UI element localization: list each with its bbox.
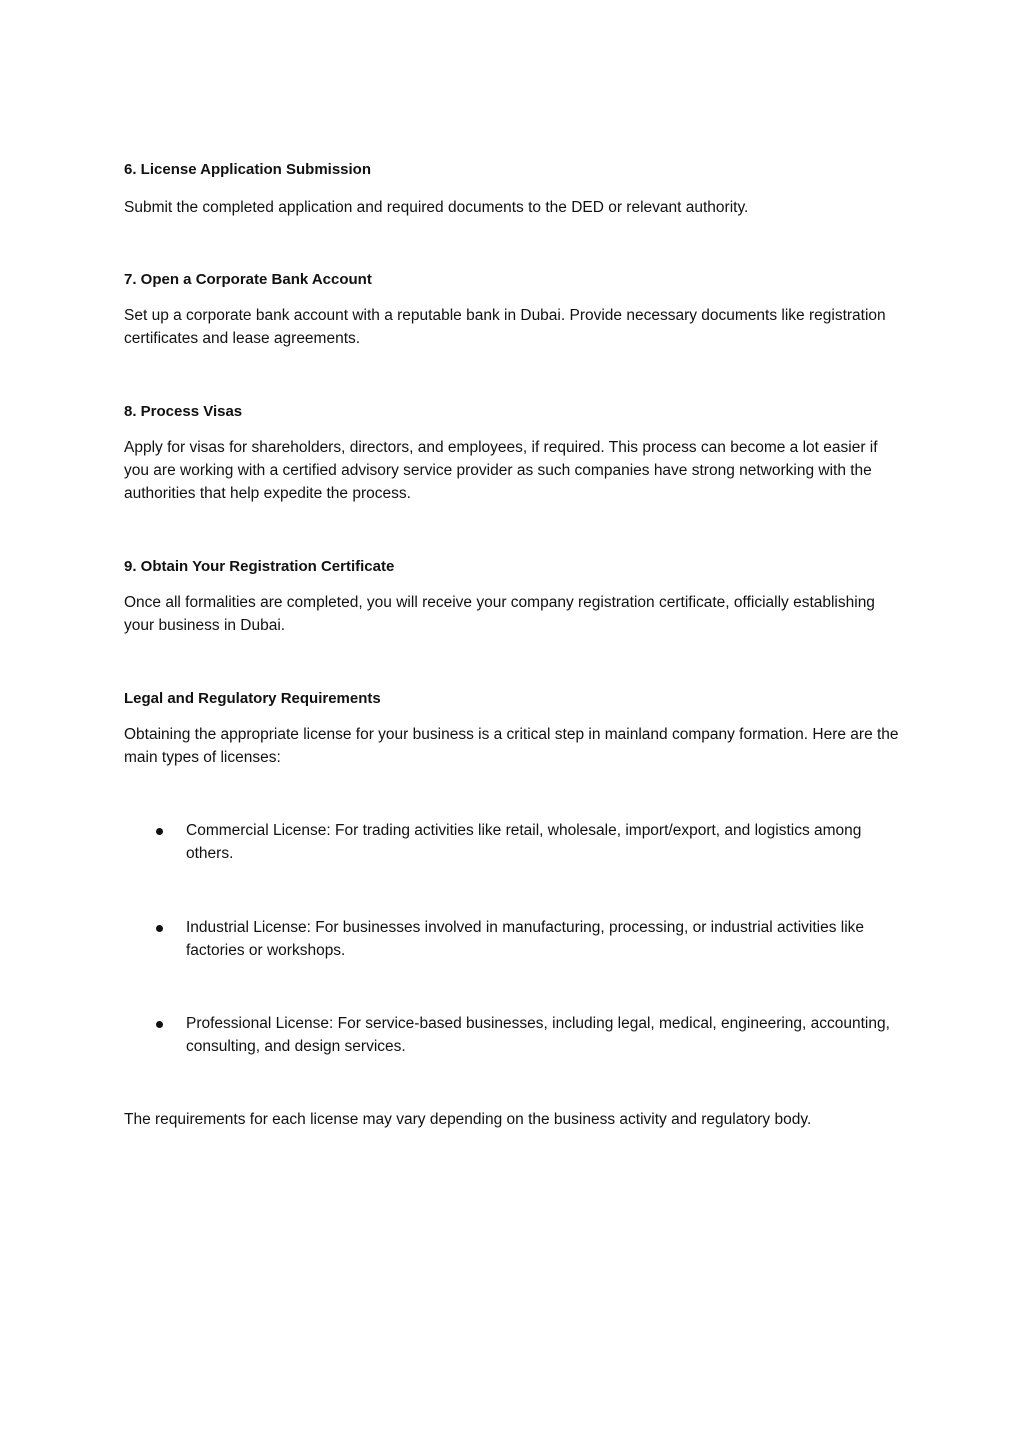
section-body <box>124 436 904 505</box>
section-heading: 6. License Application Submission <box>124 161 371 178</box>
section-bank-account <box>124 270 904 290</box>
list-item-text: Industrial License: For businesses involved in manufacturing, processing, or industrial activities like factories or workshops. <box>186 919 865 959</box>
section-paragraph: Once all formalities are completed, you will receive your company registration certificate, officially establishing your business in Dubai. <box>124 594 875 634</box>
section-paragraph: Set up a corporate bank account with a reputable bank in Dubai. Provide necessary documents like registration certificates and lease agreements. <box>124 307 886 347</box>
list-item-text: Commercial License: For trading activities like retail, wholesale, import/export, and logistics among others. <box>186 822 862 862</box>
closing-paragraph <box>124 1108 904 1131</box>
section-paragraph: Submit the completed application and required documents to the DED or relevant authority. <box>124 199 749 216</box>
section-body <box>124 196 904 219</box>
bullet-icon <box>156 925 163 932</box>
section-body <box>124 723 904 769</box>
closing-text: The requirements for each license may vary depending on the business activity and regulatory body. <box>124 1111 812 1128</box>
section-body <box>124 304 904 350</box>
bullet-icon <box>156 1021 163 1028</box>
section-paragraph: Apply for visas for shareholders, directors, and employees, if required. This process can become a lot easier if you are working with a certified advisory service provider as such companies have strong networking with the authorities that help expedite the process. <box>124 439 878 502</box>
section-license-application <box>124 160 904 180</box>
section-paragraph: Obtaining the appropriate license for your business is a critical step in mainland company formation. Here are the main types of licenses: <box>124 726 899 766</box>
section-heading: Legal and Regulatory Requirements <box>124 690 381 707</box>
section-legal-requirements <box>124 689 904 709</box>
section-heading: 8. Process Visas <box>124 403 243 420</box>
section-heading: 9. Obtain Your Registration Certificate <box>124 558 395 575</box>
section-heading: 7. Open a Corporate Bank Account <box>124 271 372 288</box>
bullet-icon <box>156 828 163 835</box>
section-registration-certificate <box>124 557 904 577</box>
section-process-visas <box>124 402 904 422</box>
list-item-text: Professional License: For service-based businesses, including legal, medical, engineering, accounting, consulting, and design services. <box>186 1015 890 1055</box>
section-body <box>124 591 904 637</box>
